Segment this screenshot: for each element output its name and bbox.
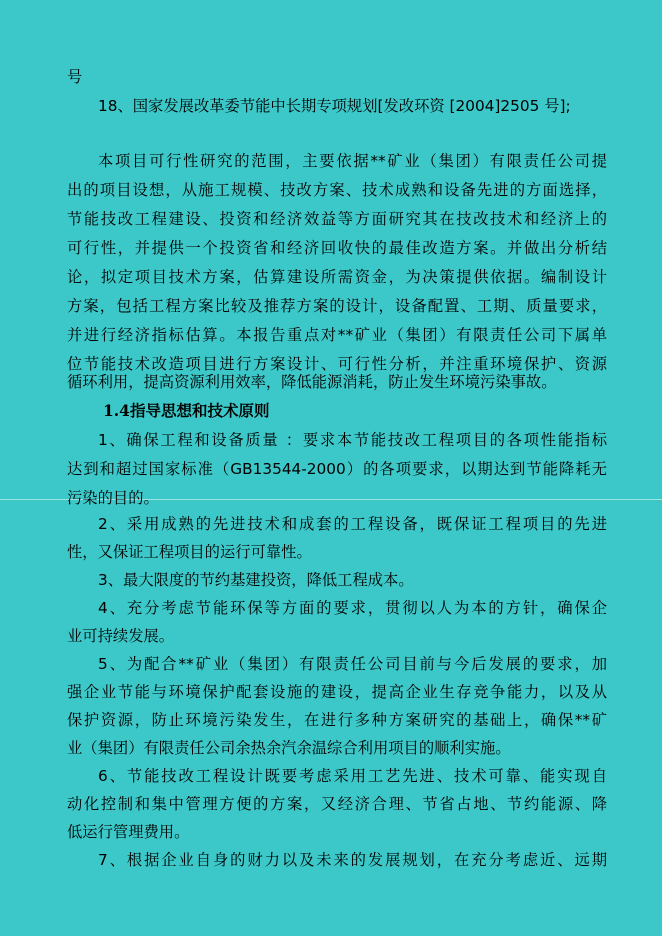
text-line: 6、节能技改工程设计既要考虑采用工艺先进、技术可靠、能实现自 xyxy=(98,767,607,785)
text-line: 污染的目的。 xyxy=(67,489,159,507)
text-line: 动化控制和集中管理方便的方案，又经济合理、节省占地、节约能源、降 xyxy=(67,795,607,813)
text-line: 循环利用，提高资源利用效率，降低能源消耗，防止发生环境污染事故。 xyxy=(67,373,557,391)
text-line: 位节能技术改造项目进行方案设计、可行性分析，并注重环境保护、资源 xyxy=(67,355,607,373)
text-line: 论，拟定项目技术方案，估算建设所需资金，为决策提供依据。编制设计 xyxy=(67,268,607,286)
text-line: 本项目可行性研究的范围，主要依据**矿业（集团）有限责任公司提 xyxy=(98,152,607,170)
text-line: 并进行经济指标估算。本报告重点对**矿业（集团）有限责任公司下属单 xyxy=(67,326,607,344)
text-line: 方案，包括工程方案比较及推荐方案的设计，设备配置、工期、质量要求， xyxy=(67,297,607,315)
text-line: 5、为配合**矿业（集团）有限责任公司目前与今后发展的要求，加 xyxy=(98,655,607,673)
text-line: 保护资源，防止环境污染发生，在进行多种方案研究的基础上，确保**矿 xyxy=(67,711,607,729)
text-line: 性，又保证工程项目的运行可靠性。 xyxy=(67,543,312,561)
text-line: 出的项目设想，从施工规模、技改方案、技术成熟和设备先进的方面选择， xyxy=(67,181,607,199)
text-line: 低运行管理费用。 xyxy=(67,823,190,841)
text-line: 强企业节能与环境保护配套设施的建设，提高企业生存竞争能力，以及从 xyxy=(67,683,607,701)
text-line: 节能技改工程建设、投资和经济效益等方面研究其在技改技术和经济上的 xyxy=(67,210,607,228)
text-line: 3、最大限度的节约基建投资，降低工程成本。 xyxy=(98,571,414,589)
text-line: 1、确保工程和设备质量 ：要求本节能技改工程项目的各项性能指标 xyxy=(98,431,607,449)
section-heading: 1.4指导思想和技术原则 xyxy=(103,401,270,420)
text-line: 号 xyxy=(67,68,83,86)
text-line: 2、采用成熟的先进技术和成套的工程设备，既保证工程项目的先进 xyxy=(98,515,607,533)
text-line: 4、充分考虑节能环保等方面的要求，贯彻以人为本的方针，确保企 xyxy=(98,599,607,617)
text-line: 业（集团）有限责任公司余热余汽余温综合利用项目的顺利实施。 xyxy=(67,739,511,757)
text-line: 业可持续发展。 xyxy=(67,627,175,645)
text-line: 可行性，并提供一个投资省和经济回收快的最佳改造方案。并做出分析结 xyxy=(67,239,607,257)
text-line: 达到和超过国家标准（GB13544-2000）的各项要求，以期达到节能降耗无 xyxy=(67,460,607,478)
text-line: 18、国家发展改革委节能中长期专项规划[发改环资 [2004]2505 号]; xyxy=(98,97,571,115)
text-line: 7、根据企业自身的财力以及未来的发展规划，在充分考虑近、远期 xyxy=(98,851,607,869)
